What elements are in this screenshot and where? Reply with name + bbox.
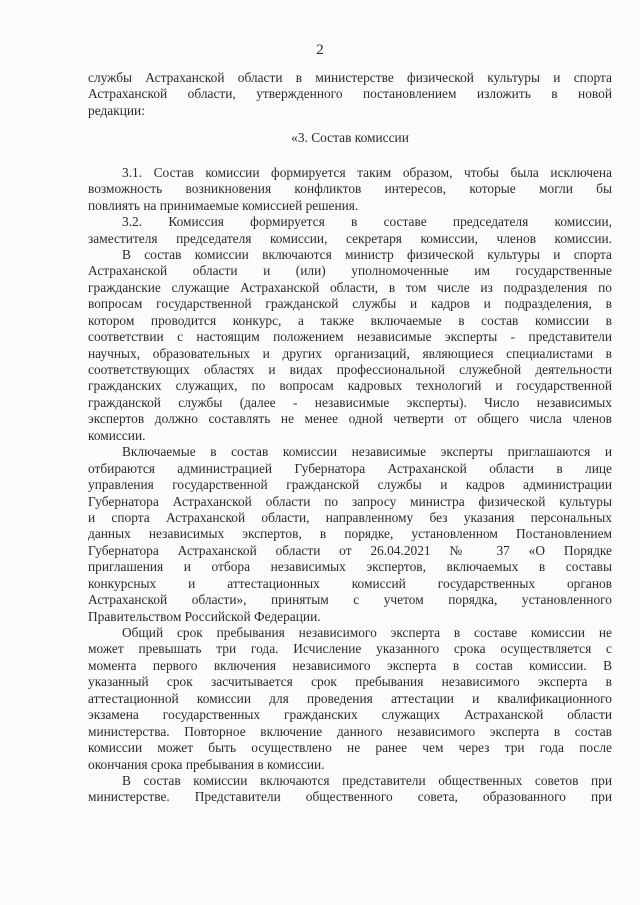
text-line: управления государственной гражданской службы и кадров администрации [88,477,612,493]
document-body [88,70,612,806]
text-line: экзамена государственных гражданских служащих Астраханской области [88,707,612,723]
text-line: 3.1. Состав комиссии формируется таким образом, чтобы была исключена [122,164,612,180]
text-line: момента первого включения независимого эксперта в состав комиссии. В [88,657,612,673]
text-line: редакции: [88,102,145,118]
text-line: конкурсных и аттестационных комиссий государственных органов [88,575,612,591]
text-line: заместителя председателя комиссии, секретаря комиссии, членов комиссии. [88,230,612,246]
text-line: аттестационной комиссии для проведения аттестации и квалификационного [88,690,612,706]
text-line: министерства. Повторное включение данного независимого эксперта в состав [88,723,612,739]
text-line: повлиять на принимаемые комиссией решения. [88,197,359,213]
text-line: комиссии. [88,427,146,443]
text-line: котором проводится конкурс, а также включаемые в состав комиссии в [88,312,612,328]
text-line: научных, образовательных и других организаций, являющиеся специалистами в [88,345,612,361]
text-line: возможность возникновения конфликтов интересов, которые могли бы [88,181,612,197]
text-line: приглашения и отбора независимых экспертов, включаемых в составы [88,559,612,575]
text-line: Общий срок пребывания независимого эксперта в составе комиссии не [122,625,612,640]
text-line: указанный срок засчитывается срок пребывания независимого эксперта в [88,674,612,690]
text-line: окончания срока пребывания в комиссии. [88,756,325,772]
text-line: Астраханской области, утвержденного постановлением изложить в новой [88,86,612,102]
text-line: Включаемые в состав комиссии независимые эксперты приглашаются и [122,444,612,460]
text-line: данных независимых экспертов, в порядке, установленном Постановлением [88,526,612,542]
text-line: соответствии с настоящим положением независимые эксперты - представители [88,329,612,345]
text-line: 3.2. Комиссия формируется в составе председателя комиссии, [122,214,612,230]
text-line: Губернатора Астраханской области от 26.04.2021 № 37 «О Порядке [88,542,612,558]
text-line: В состав комиссии включаются представители общественных советов при [122,772,612,788]
text-line: и спорта Астраханской области, направленному без указания персональных [88,509,612,525]
text-line: Правительством Российской Федерации. [88,608,321,624]
page-number: 2 [316,42,324,58]
section-heading: «3. Состав комиссии [291,130,409,146]
text-line: Астраханской области и (или) уполномоченные им государственные [88,263,612,279]
text-line: гражданской службы (далее - независимые эксперты). Число независимых [88,394,612,410]
text-line: экспертов должно составлять не менее одной четверти от общего числа членов [88,411,612,427]
text-line: соответствующих областях и видах профессиональной служебной деятельности [88,362,612,377]
text-line: гражданские служащие Астраханской области, в том числе из подразделения по [88,279,612,295]
text-line: службы Астраханской области в министерстве физической культуры и спорта [88,70,612,85]
text-line: комиссии может быть осуществлено не ранее чем через три года после [88,740,612,756]
text-line: может превышать три года. Исчисление указанного срока осуществляется с [88,641,612,657]
text-line: Губернатора Астраханской области по запросу министра физической культуры [88,493,612,509]
text-line: вопросам государственной гражданской службы и кадров и подразделения, в [88,296,612,312]
text-line: министерстве. Представители общественного совета, образованного при [88,789,612,805]
text-line: отбираются администрацией Губернатора Астраханской области в лице [88,460,612,476]
text-line: гражданских служащих, по вопросам кадровых технологий и государственной [88,378,612,394]
text-line: В состав комиссии включаются министр физической культуры и спорта [122,246,612,262]
text-line: Астраханской области», принятым с учетом порядка, установленного [88,592,612,608]
